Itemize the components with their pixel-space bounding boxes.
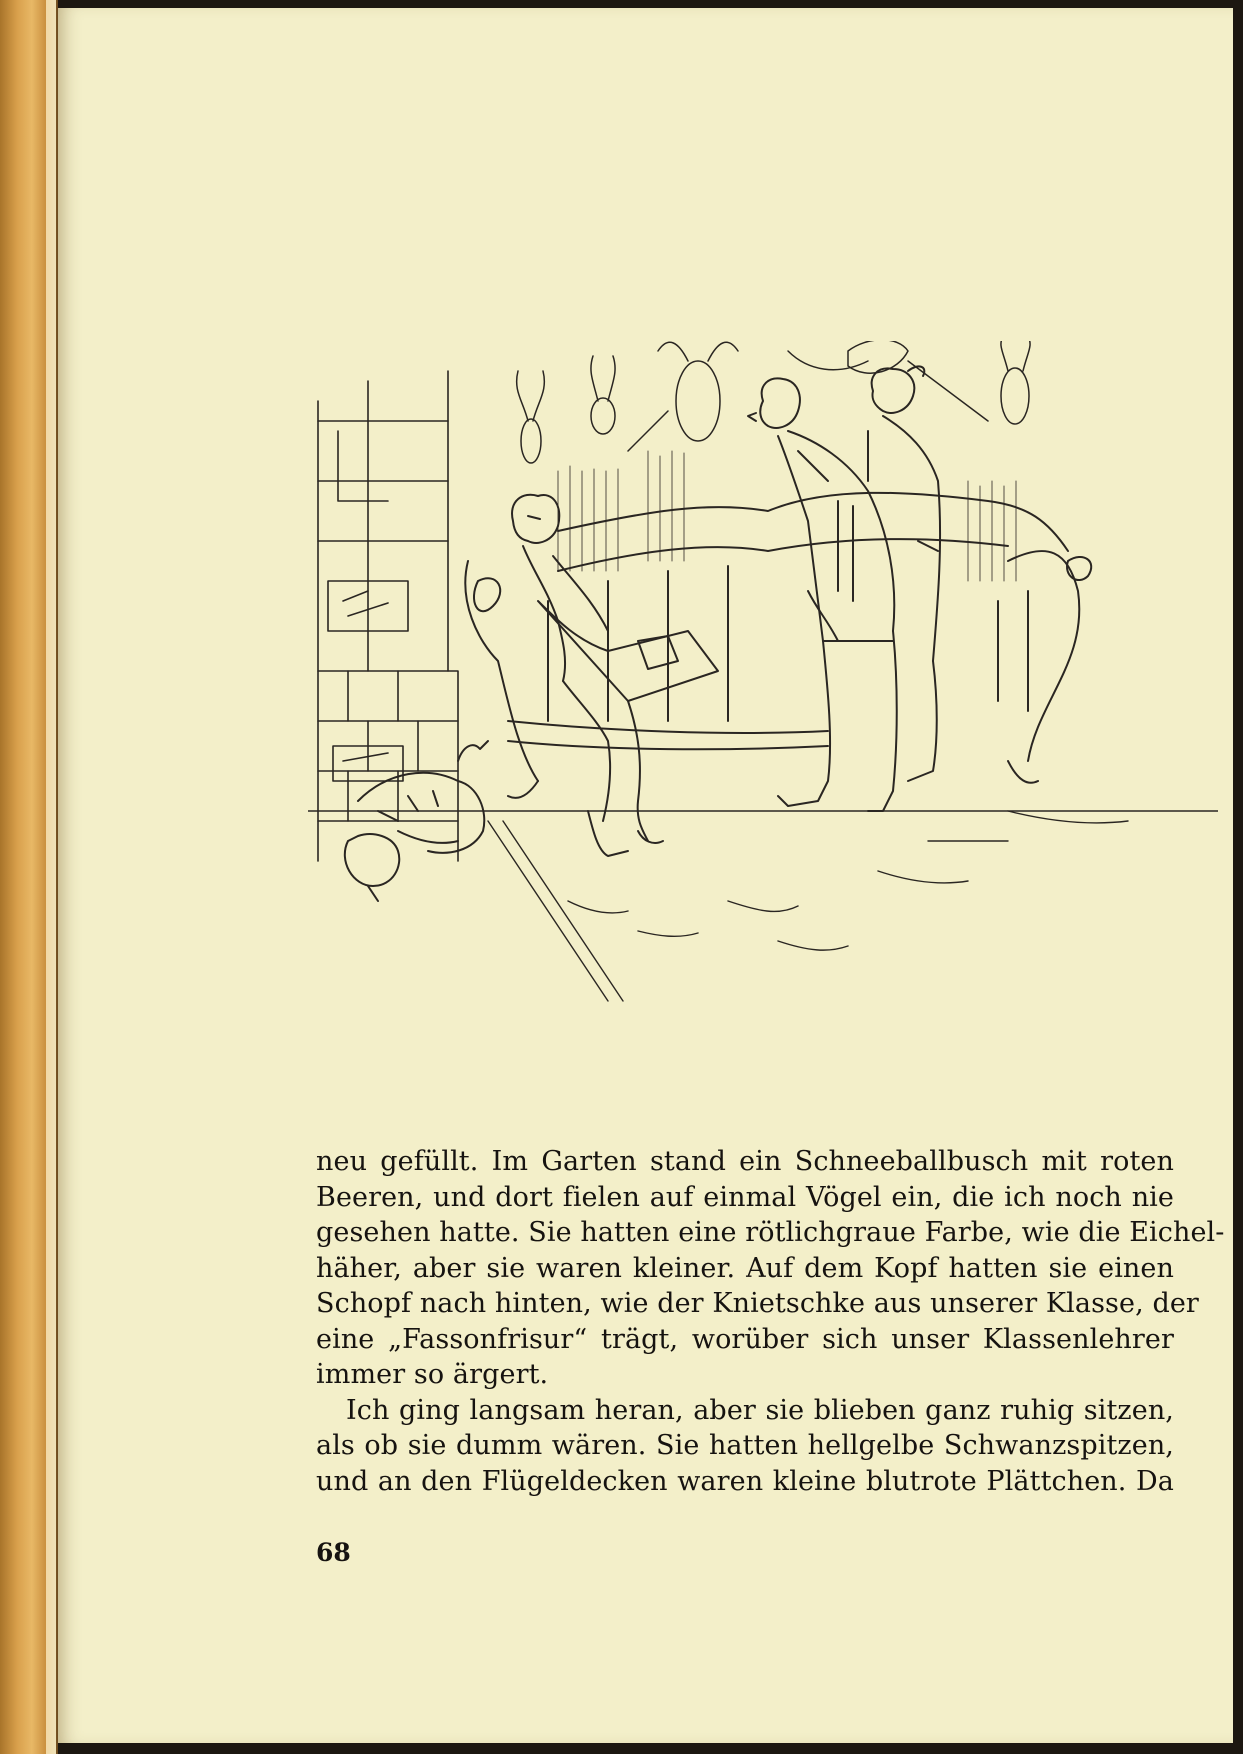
text-line: Schopf nach hinten, wie der Knietschke aus unserer Klasse, der [316,1288,1199,1319]
page-edge [46,0,56,1754]
text-line: neu gefüllt. Im Garten stand ein Schneeballbusch mit roten [316,1146,1174,1177]
text-line: gesehen hatte. Sie hatten eine rötlichgraue Farbe, wie die Eichel- [316,1217,1225,1248]
page-number: 68 [316,1538,351,1567]
standing-woman [868,366,940,781]
paragraph [316,1393,1174,1500]
text-line: immer so ärgert. [316,1359,549,1390]
text-line: und an den Flügeldecken waren kleine blutrote Plättchen. Da [316,1465,1174,1497]
text-line: Ich ging langsam heran, aber sie blieben ganz ruhig sitzen, [346,1394,1174,1426]
sofa [465,493,1091,798]
pen-illustration [308,341,1218,1061]
text-line: häher, aber sie waren kleiner. Auf dem Kopf hatten sie einen [316,1252,1174,1284]
floor-rug [308,811,1218,1001]
text-line: eine „Fassonfrisur“ trägt, worüber sich unser Klassenlehrer [316,1323,1174,1355]
tiled-stove [318,371,458,861]
wall-trophies [517,341,1030,463]
book-page [58,8,1233,1743]
paragraph [316,1144,1225,1393]
body-text [316,1144,1225,1499]
text-line: als ob sie dumm wären. Sie hatten hellgelbe Schwanzspitzen, [316,1430,1174,1461]
text-line: Beeren, und dort fielen auf einmal Vögel ein, die ich noch nie [316,1181,1174,1213]
